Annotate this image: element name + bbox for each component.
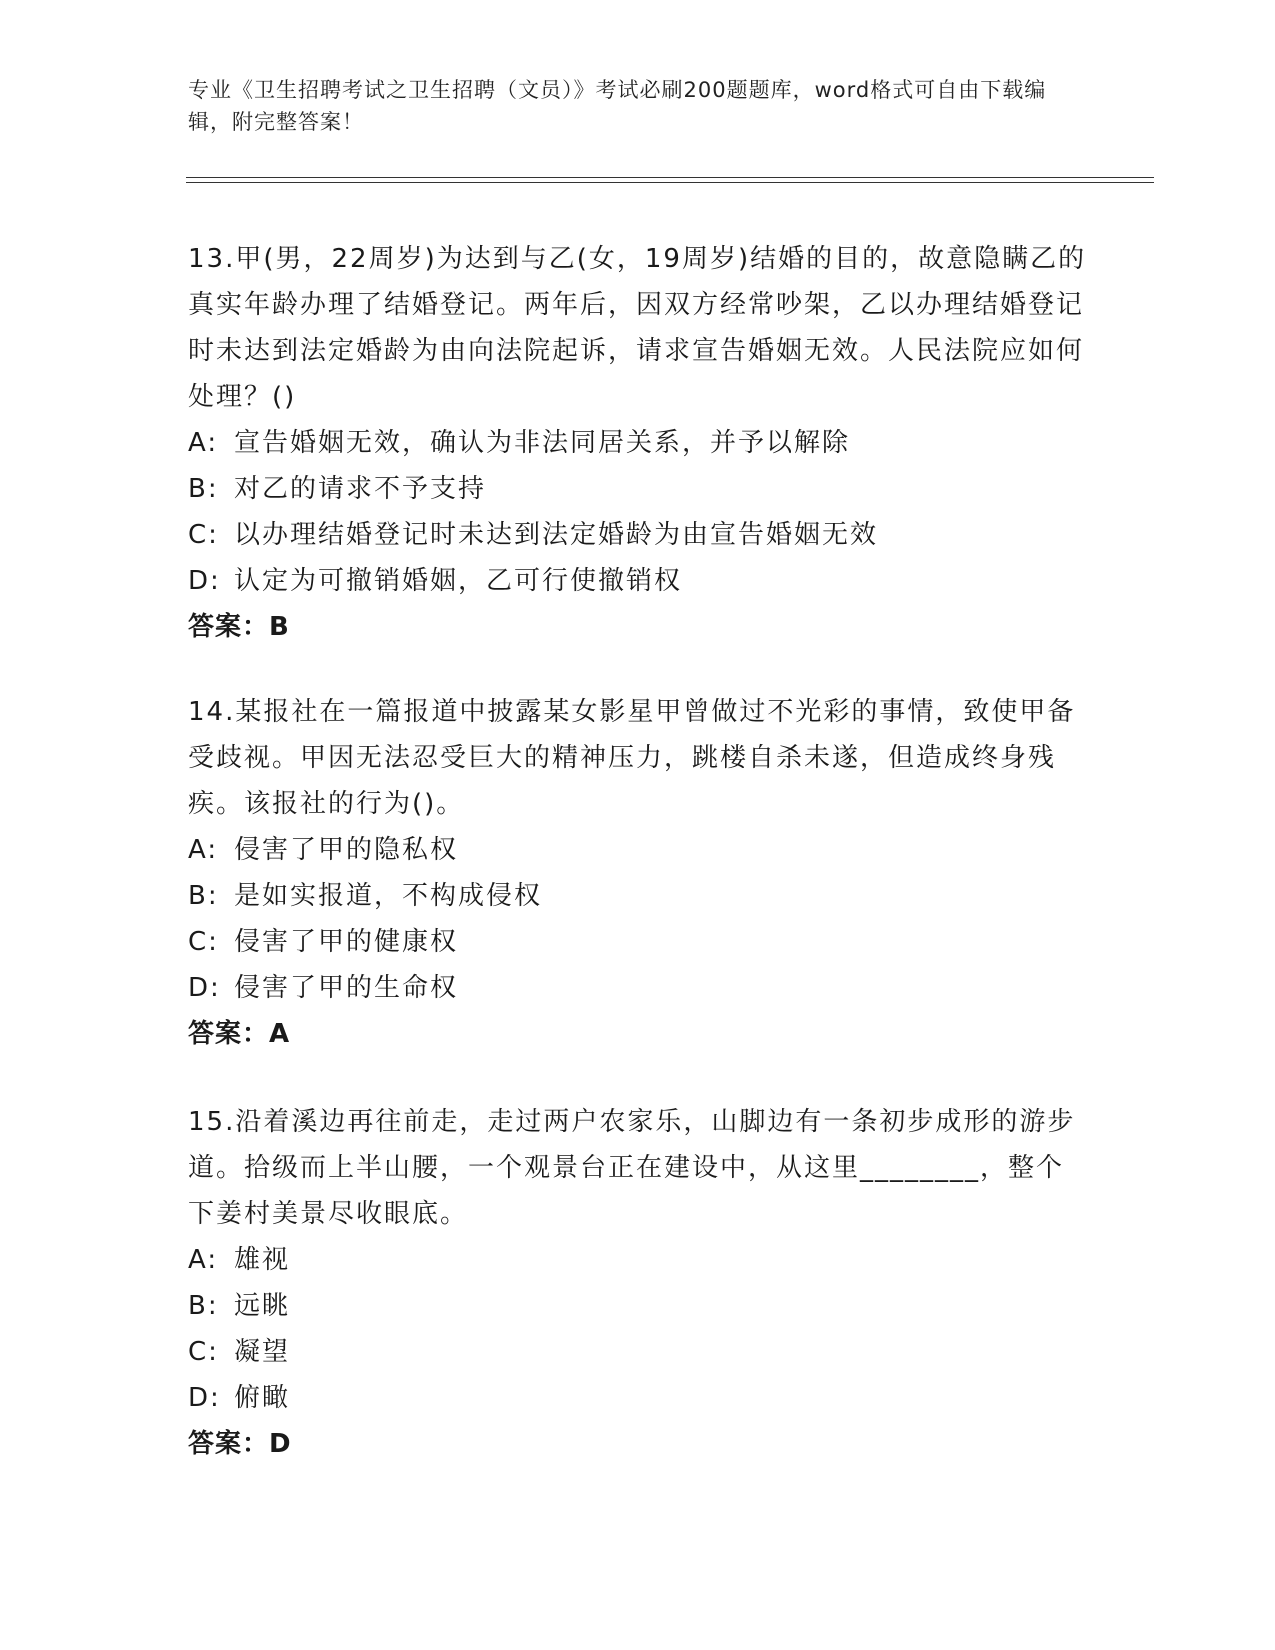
option-key: B:	[188, 1291, 219, 1321]
option-c	[188, 1329, 1088, 1375]
option-text: 侵害了甲的隐私权	[234, 835, 459, 865]
option-text: 对乙的请求不予支持	[234, 474, 487, 504]
answer-line: 答案：B	[188, 612, 290, 642]
question-stem: 15.沿着溪边再往前走，走过两户农家乐，山脚边有一条初步成形的游步道。拾级而上半山腰，一个观景台正在建设中，从这里________，整个下姜村美景尽收眼底。	[188, 1107, 1076, 1229]
option-text: 侵害了甲的健康权	[234, 927, 459, 957]
option-text: 远眺	[234, 1291, 291, 1321]
option-b	[188, 1283, 1088, 1329]
option-text: 宣告婚姻无效，确认为非法同居关系，并予以解除	[234, 428, 851, 458]
header-double-rule	[186, 177, 1154, 183]
option-key: D:	[188, 566, 221, 596]
question-stem: 14.某报社在一篇报道中披露某女影星甲曾做过不光彩的事情，致使甲备受歧视。甲因无法忍受巨大的精神压力，跳楼自杀未遂，但造成终身残疾。该报社的行为()。	[188, 697, 1076, 819]
option-key: B:	[188, 474, 219, 504]
option-key: D:	[188, 1383, 221, 1413]
option-key: C:	[188, 927, 219, 957]
option-key: D:	[188, 973, 221, 1003]
option-key: A:	[188, 835, 219, 865]
option-text: 是如实报道，不构成侵权	[234, 881, 543, 911]
option-d	[188, 965, 1088, 1011]
option-d	[188, 1375, 1088, 1421]
option-key: A:	[188, 1245, 219, 1275]
option-a	[188, 420, 1088, 466]
option-key: B:	[188, 881, 219, 911]
option-text: 凝望	[234, 1337, 291, 1367]
option-text: 雄视	[234, 1245, 291, 1275]
option-a	[188, 827, 1088, 873]
question-15	[188, 1099, 1088, 1467]
option-c	[188, 512, 1088, 558]
option-c	[188, 919, 1088, 965]
answer-line: 答案：A	[188, 1019, 291, 1049]
question-14	[188, 689, 1088, 1057]
option-b	[188, 466, 1088, 512]
option-text: 俯瞰	[234, 1383, 291, 1413]
question-13	[188, 236, 1088, 650]
option-d	[188, 558, 1088, 604]
question-stem: 13.甲(男，22周岁)为达到与乙(女，19周岁)结婚的目的，故意隐瞒乙的真实年龄办理了结婚登记。两年后，因双方经常吵架，乙以办理结婚登记时未达到法定婚龄为由向法院起诉，请求宣告婚姻无效。人民法院应如何处理？()	[188, 244, 1087, 412]
option-key: A:	[188, 428, 219, 458]
option-key: C:	[188, 520, 219, 550]
option-b	[188, 873, 1088, 919]
option-a	[188, 1237, 1088, 1283]
option-key: C:	[188, 1337, 219, 1367]
option-text: 侵害了甲的生命权	[234, 973, 459, 1003]
option-text: 以办理结婚登记时未达到法定婚龄为由宣告婚姻无效	[234, 520, 879, 550]
answer-line: 答案：D	[188, 1429, 292, 1459]
document-header-title: 专业《卫生招聘考试之卫生招聘（文员）》考试必刷200题题库，word格式可自由下载编辑，附完整答案！	[188, 78, 1047, 134]
option-text: 认定为可撤销婚姻，乙可行使撤销权	[234, 566, 683, 596]
